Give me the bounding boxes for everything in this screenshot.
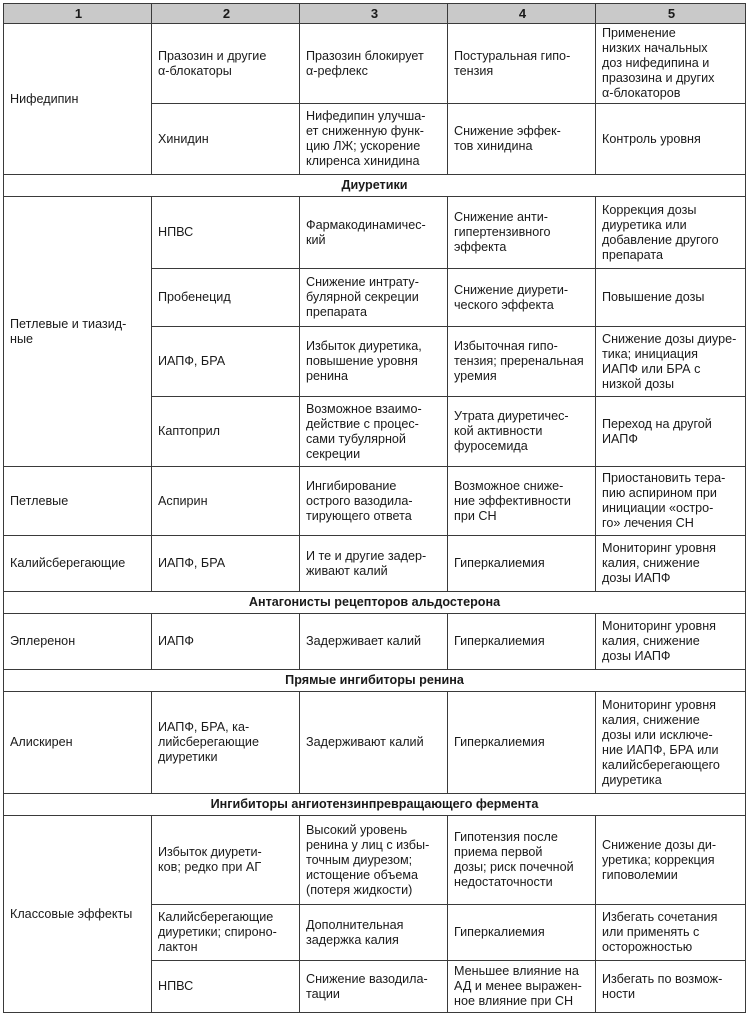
- table-cell: Гиперкалиемия: [448, 905, 596, 961]
- column-header: 4: [448, 4, 596, 24]
- table-cell: Снижение дозы ди- уретика; коррекция гиповолемии: [596, 816, 746, 905]
- table-cell: Применение низких начальных доз нифедипина и празозина и других α-блокаторов: [596, 24, 746, 104]
- table-cell: Снижение анти- гипертензивного эффекта: [448, 197, 596, 269]
- table-cell: Возможное взаимо- действие с процес- сами тубулярной секреции: [300, 397, 448, 467]
- table-cell: ИАПФ, БРА, ка- лийсберегающие диуретики: [152, 692, 300, 794]
- table-cell: Нифедипин улучша- ет сниженную функ- цию ЛЖ; ускорение клиренса хинидина: [300, 104, 448, 175]
- table-row: [4, 536, 746, 592]
- table-cell: Мониторинг уровня калия, снижение дозы ИАПФ: [596, 536, 746, 592]
- table-cell: Повышение дозы: [596, 269, 746, 327]
- table-cell: Избегать по возмож- ности: [596, 961, 746, 1013]
- section-row: [4, 592, 746, 614]
- section-row: [4, 175, 746, 197]
- column-header: 2: [152, 4, 300, 24]
- table-cell: Снижение диурети- ческого эффекта: [448, 269, 596, 327]
- table-body: [4, 24, 746, 1013]
- section-heading: Антагонисты рецепторов альдостерона: [4, 592, 746, 614]
- table-cell: Высокий уровень ренина у лиц с избы- точным диурезом; истощение объема (потеря жидкости): [300, 816, 448, 905]
- table-cell: Гиперкалиемия: [448, 614, 596, 670]
- table-cell: Задерживают калий: [300, 692, 448, 794]
- table-cell: Пробенецид: [152, 269, 300, 327]
- table-cell: Аспирин: [152, 467, 300, 536]
- table-cell: Гипотензия после приема первой дозы; риск почечной недостаточности: [448, 816, 596, 905]
- table-cell: Постуральная гипо- тензия: [448, 24, 596, 104]
- table-cell: ИАПФ: [152, 614, 300, 670]
- table-cell: Задерживает калий: [300, 614, 448, 670]
- column-header: 1: [4, 4, 152, 24]
- table-cell: Нифедипин: [4, 24, 152, 175]
- table-row: [4, 614, 746, 670]
- table-row: [4, 816, 746, 905]
- table-cell: Гиперкалиемия: [448, 692, 596, 794]
- table-cell: Алискирен: [4, 692, 152, 794]
- table-cell: Хинидин: [152, 104, 300, 175]
- table-cell: НПВС: [152, 197, 300, 269]
- table-cell: Снижение дозы диуре- тика; инициация ИАПФ или БРА с низкой дозы: [596, 327, 746, 397]
- table-cell: Избегать сочетания или применять с осторожностью: [596, 905, 746, 961]
- table-cell: Калийсберегающие диуретики; спироно- лактон: [152, 905, 300, 961]
- table-cell: Фармакодинамичес- кий: [300, 197, 448, 269]
- table-cell: ИАПФ, БРА: [152, 536, 300, 592]
- table-cell: Мониторинг уровня калия, снижение дозы или исключе- ние ИАПФ, БРА или калийсберегающего диуретика: [596, 692, 746, 794]
- table-cell: И те и другие задер- живают калий: [300, 536, 448, 592]
- table-cell: Избыток диуретика, повышение уровня ренина: [300, 327, 448, 397]
- table-cell: ИАПФ, БРА: [152, 327, 300, 397]
- table-cell: Каптоприл: [152, 397, 300, 467]
- table-cell: Снижение интрату- булярной секреции препарата: [300, 269, 448, 327]
- table-cell: Переход на другой ИАПФ: [596, 397, 746, 467]
- table-cell: Петлевые и тиазид- ные: [4, 197, 152, 467]
- table-cell: Дополнительная задержка калия: [300, 905, 448, 961]
- table-cell: Избыточная гипо- тензия; преренальная уремия: [448, 327, 596, 397]
- table-row: [4, 467, 746, 536]
- table-cell: Контроль уровня: [596, 104, 746, 175]
- table-row: [4, 24, 746, 104]
- drug-interaction-table: [3, 3, 746, 1013]
- table-cell: Мониторинг уровня калия, снижение дозы ИАПФ: [596, 614, 746, 670]
- table-cell: Гиперкалиемия: [448, 536, 596, 592]
- table-row: [4, 197, 746, 269]
- table-cell: Празозин и другие α-блокаторы: [152, 24, 300, 104]
- section-heading: Прямые ингибиторы ренина: [4, 670, 746, 692]
- section-heading: Ингибиторы ангиотензинпревращающего фермента: [4, 794, 746, 816]
- table-cell: Эплеренон: [4, 614, 152, 670]
- table-cell: Избыток диурети- ков; редко при АГ: [152, 816, 300, 905]
- table-cell: Петлевые: [4, 467, 152, 536]
- section-heading: Диуретики: [4, 175, 746, 197]
- table-cell: Коррекция дозы диуретика или добавление другого препарата: [596, 197, 746, 269]
- table-cell: Калийсберегающие: [4, 536, 152, 592]
- table-cell: Утрата диуретичес- кой активности фуросемида: [448, 397, 596, 467]
- header-row: [4, 4, 746, 24]
- table-cell: Классовые эффекты: [4, 816, 152, 1013]
- table-cell: Ингибирование острого вазодила- тирующего ответа: [300, 467, 448, 536]
- table-cell: Празозин блокирует α-рефлекс: [300, 24, 448, 104]
- table-cell: Приостановить тера- пию аспирином при инициации «остро- го» лечения СН: [596, 467, 746, 536]
- column-header: 5: [596, 4, 746, 24]
- table-cell: Снижение эффек- тов хинидина: [448, 104, 596, 175]
- table-cell: Снижение вазодила- тации: [300, 961, 448, 1013]
- section-row: [4, 794, 746, 816]
- column-header: 3: [300, 4, 448, 24]
- table-cell: Меньшее влияние на АД и менее выражен- ное влияние при СН: [448, 961, 596, 1013]
- table-row: [4, 692, 746, 794]
- section-row: [4, 670, 746, 692]
- table-cell: Возможное сниже- ние эффективности при СН: [448, 467, 596, 536]
- table-cell: НПВС: [152, 961, 300, 1013]
